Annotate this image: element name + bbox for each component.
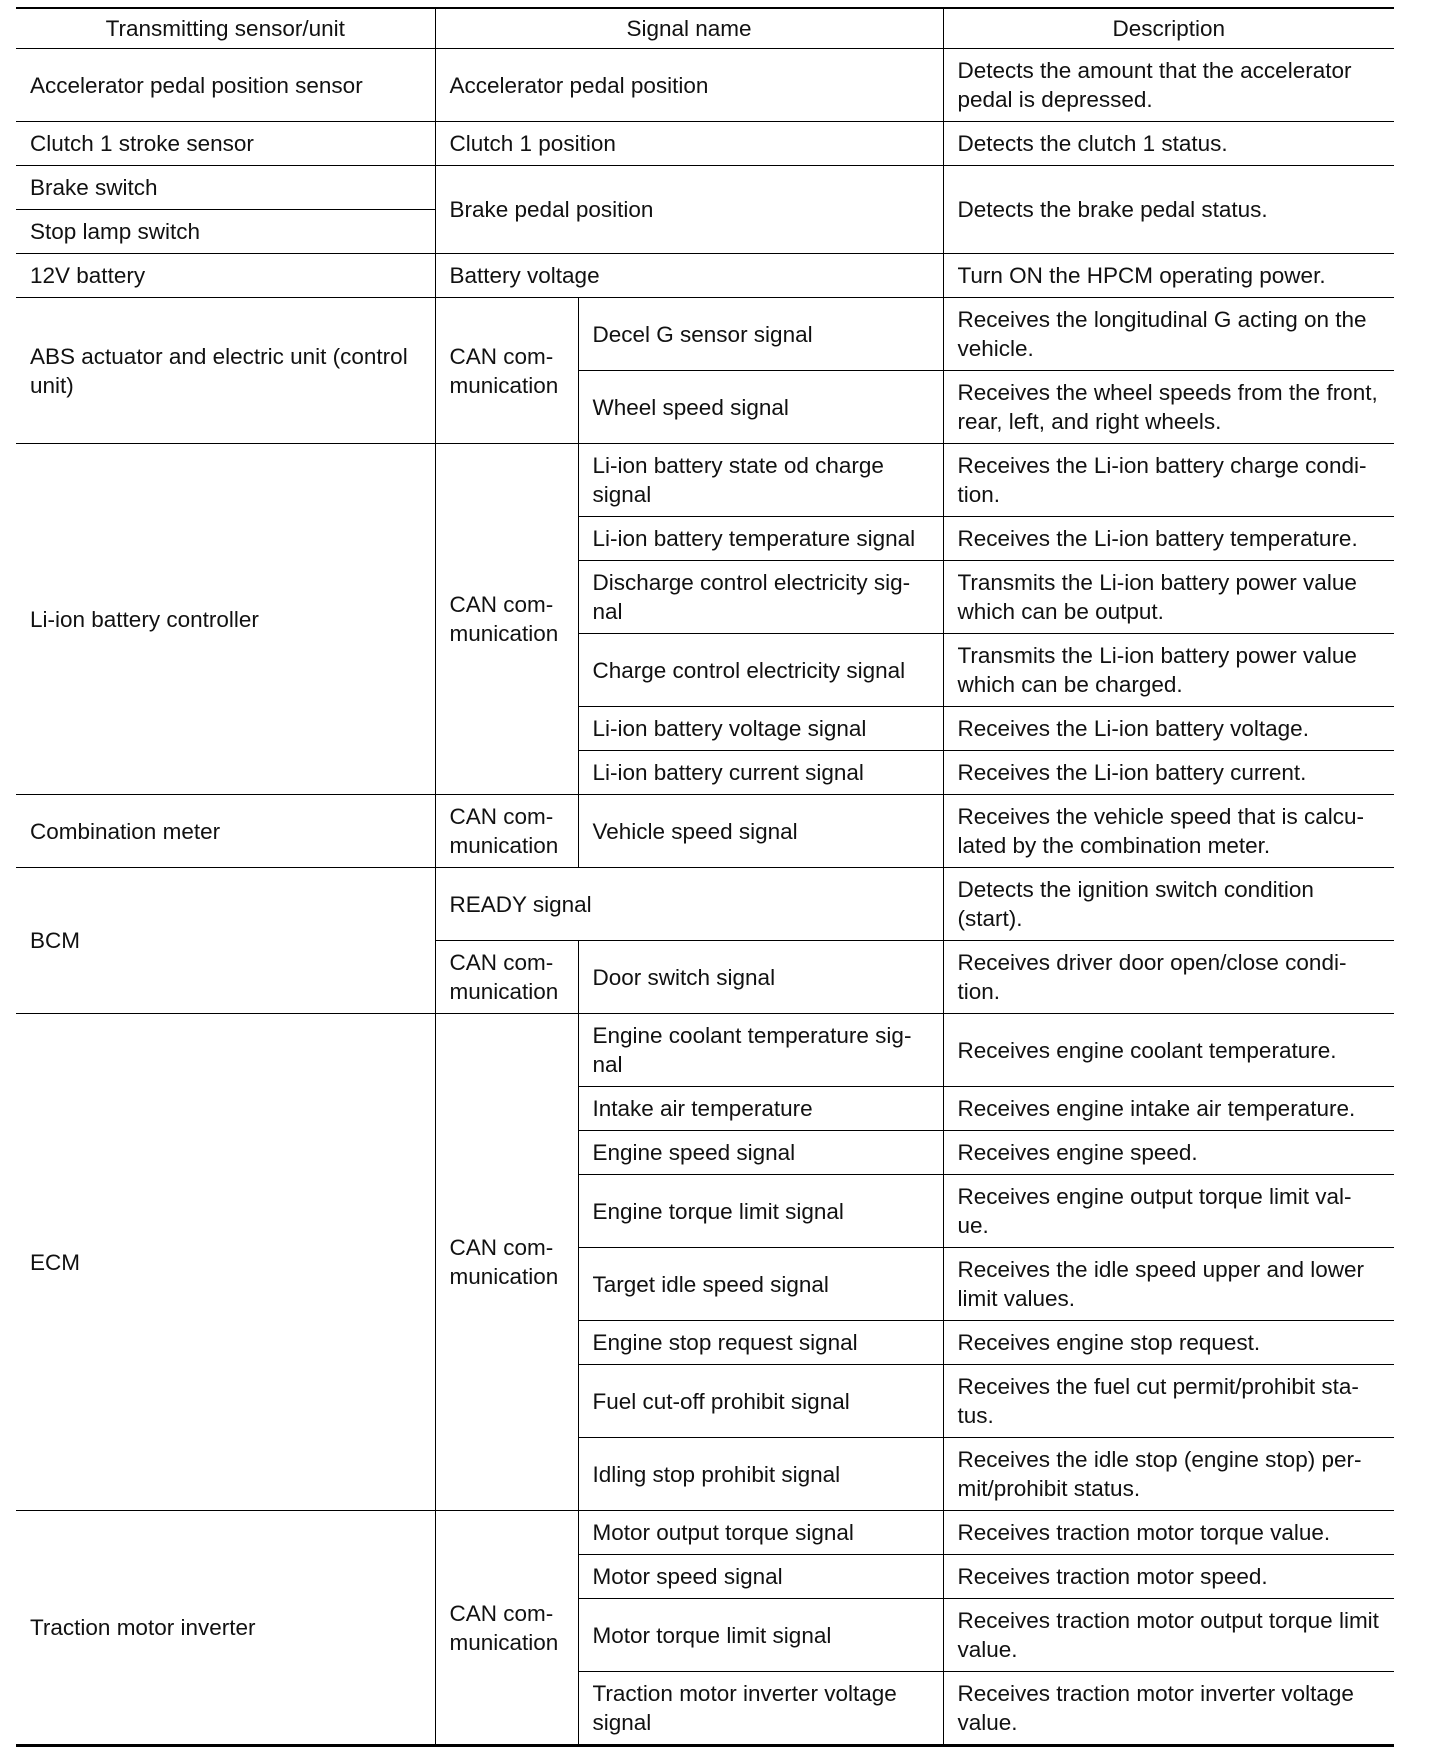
signal-cell: Decel G sensor signal [578,298,943,371]
description-cell: Receives traction motor speed. [943,1555,1394,1599]
unit-cell: Combination meter [16,795,435,868]
table-row [16,795,1394,868]
signal-cell: Vehicle speed signal [578,795,943,868]
table-row [16,1511,1394,1555]
description-cell: Receives engine speed. [943,1131,1394,1175]
table-row [16,254,1394,298]
table-row [16,1014,1394,1087]
unit-cell: ABS actuator and electric unit (control unit) [16,298,435,444]
signal-cell: Engine torque limit signal [578,1175,943,1248]
signal-cell: Fuel cut-off prohibit signal [578,1365,943,1438]
signal-cell: Motor speed signal [578,1555,943,1599]
unit-cell: 12V battery [16,254,435,298]
description-cell: Receives the idle stop (engine stop) per-mit/prohibit status. [943,1438,1394,1511]
description-cell: Receives driver door open/close condi-tion. [943,941,1394,1014]
signal-table [16,7,1394,1747]
unit-cell: Traction motor inverter [16,1511,435,1746]
comm-cell: CAN com-munication [435,1014,578,1511]
header-description: Description [943,8,1394,49]
unit-cell: Stop lamp switch [16,210,435,254]
signal-cell: Motor torque limit signal [578,1599,943,1672]
description-cell: Receives traction motor output torque limit value. [943,1599,1394,1672]
signal-cell: Traction motor inverter voltage signal [578,1672,943,1746]
unit-cell: BCM [16,868,435,1014]
description-cell: Receives the Li-ion battery charge condi-tion. [943,444,1394,517]
description-cell: Detects the brake pedal status. [943,166,1394,254]
comm-cell: CAN com-munication [435,795,578,868]
header-transmitting-unit: Transmitting sensor/unit [16,8,435,49]
description-cell: Receives the Li-ion battery voltage. [943,707,1394,751]
signal-cell: Engine stop request signal [578,1321,943,1365]
signal-cell: Idling stop prohibit signal [578,1438,943,1511]
signal-cell: Li-ion battery state od charge signal [578,444,943,517]
unit-cell: Li-ion battery controller [16,444,435,795]
description-cell: Receives the Li-ion battery temperature. [943,517,1394,561]
signal-cell: Engine speed signal [578,1131,943,1175]
unit-cell: Brake switch [16,166,435,210]
signal-cell: Li-ion battery temperature signal [578,517,943,561]
description-cell: Transmits the Li-ion battery power value which can be charged. [943,634,1394,707]
unit-cell: Accelerator pedal position sensor [16,49,435,122]
description-cell: Receives traction motor inverter voltage value. [943,1672,1394,1746]
description-cell: Receives engine intake air temperature. [943,1087,1394,1131]
table-header-row [16,8,1394,49]
signal-cell: Li-ion battery current signal [578,751,943,795]
signal-cell: Battery voltage [435,254,943,298]
signal-cell: Target idle speed signal [578,1248,943,1321]
comm-cell: CAN com-munication [435,941,578,1014]
description-cell: Receives engine output torque limit val-ue. [943,1175,1394,1248]
signal-cell: Accelerator pedal position [435,49,943,122]
document-page [16,7,1394,1747]
signal-cell: READY signal [435,868,943,941]
description-cell: Turn ON the HPCM operating power. [943,254,1394,298]
description-cell: Receives the vehicle speed that is calcu-lated by the combination meter. [943,795,1394,868]
signal-cell: Wheel speed signal [578,371,943,444]
signal-cell: Charge control electricity signal [578,634,943,707]
signal-cell: Li-ion battery voltage signal [578,707,943,751]
table-row [16,868,1394,941]
description-cell: Detects the ignition switch condition (start). [943,868,1394,941]
description-cell: Receives engine coolant temperature. [943,1014,1394,1087]
header-signal-name: Signal name [435,8,943,49]
description-cell: Receives the wheel speeds from the front, rear, left, and right wheels. [943,371,1394,444]
description-cell: Receives the idle speed upper and lower limit values. [943,1248,1394,1321]
table-row [16,298,1394,371]
description-cell: Detects the clutch 1 status. [943,122,1394,166]
description-cell: Receives the longitudinal G acting on the vehicle. [943,298,1394,371]
signal-cell: Motor output torque signal [578,1511,943,1555]
signal-cell: Door switch signal [578,941,943,1014]
signal-cell: Clutch 1 position [435,122,943,166]
unit-cell: ECM [16,1014,435,1511]
comm-cell: CAN com-munication [435,298,578,444]
description-cell: Receives engine stop request. [943,1321,1394,1365]
description-cell: Receives traction motor torque value. [943,1511,1394,1555]
signal-cell: Discharge control electricity sig-nal [578,561,943,634]
signal-cell: Brake pedal position [435,166,943,254]
table-row [16,122,1394,166]
description-cell: Receives the Li-ion battery current. [943,751,1394,795]
unit-cell: Clutch 1 stroke sensor [16,122,435,166]
comm-cell: CAN com-munication [435,1511,578,1746]
description-cell: Transmits the Li-ion battery power value which can be output. [943,561,1394,634]
signal-cell: Engine coolant temperature sig-nal [578,1014,943,1087]
table-row [16,49,1394,122]
table-row [16,166,1394,210]
description-cell: Detects the amount that the accelerator pedal is depressed. [943,49,1394,122]
signal-cell: Intake air temperature [578,1087,943,1131]
table-row [16,444,1394,517]
description-cell: Receives the fuel cut permit/prohibit sta-tus. [943,1365,1394,1438]
comm-cell: CAN com-munication [435,444,578,795]
